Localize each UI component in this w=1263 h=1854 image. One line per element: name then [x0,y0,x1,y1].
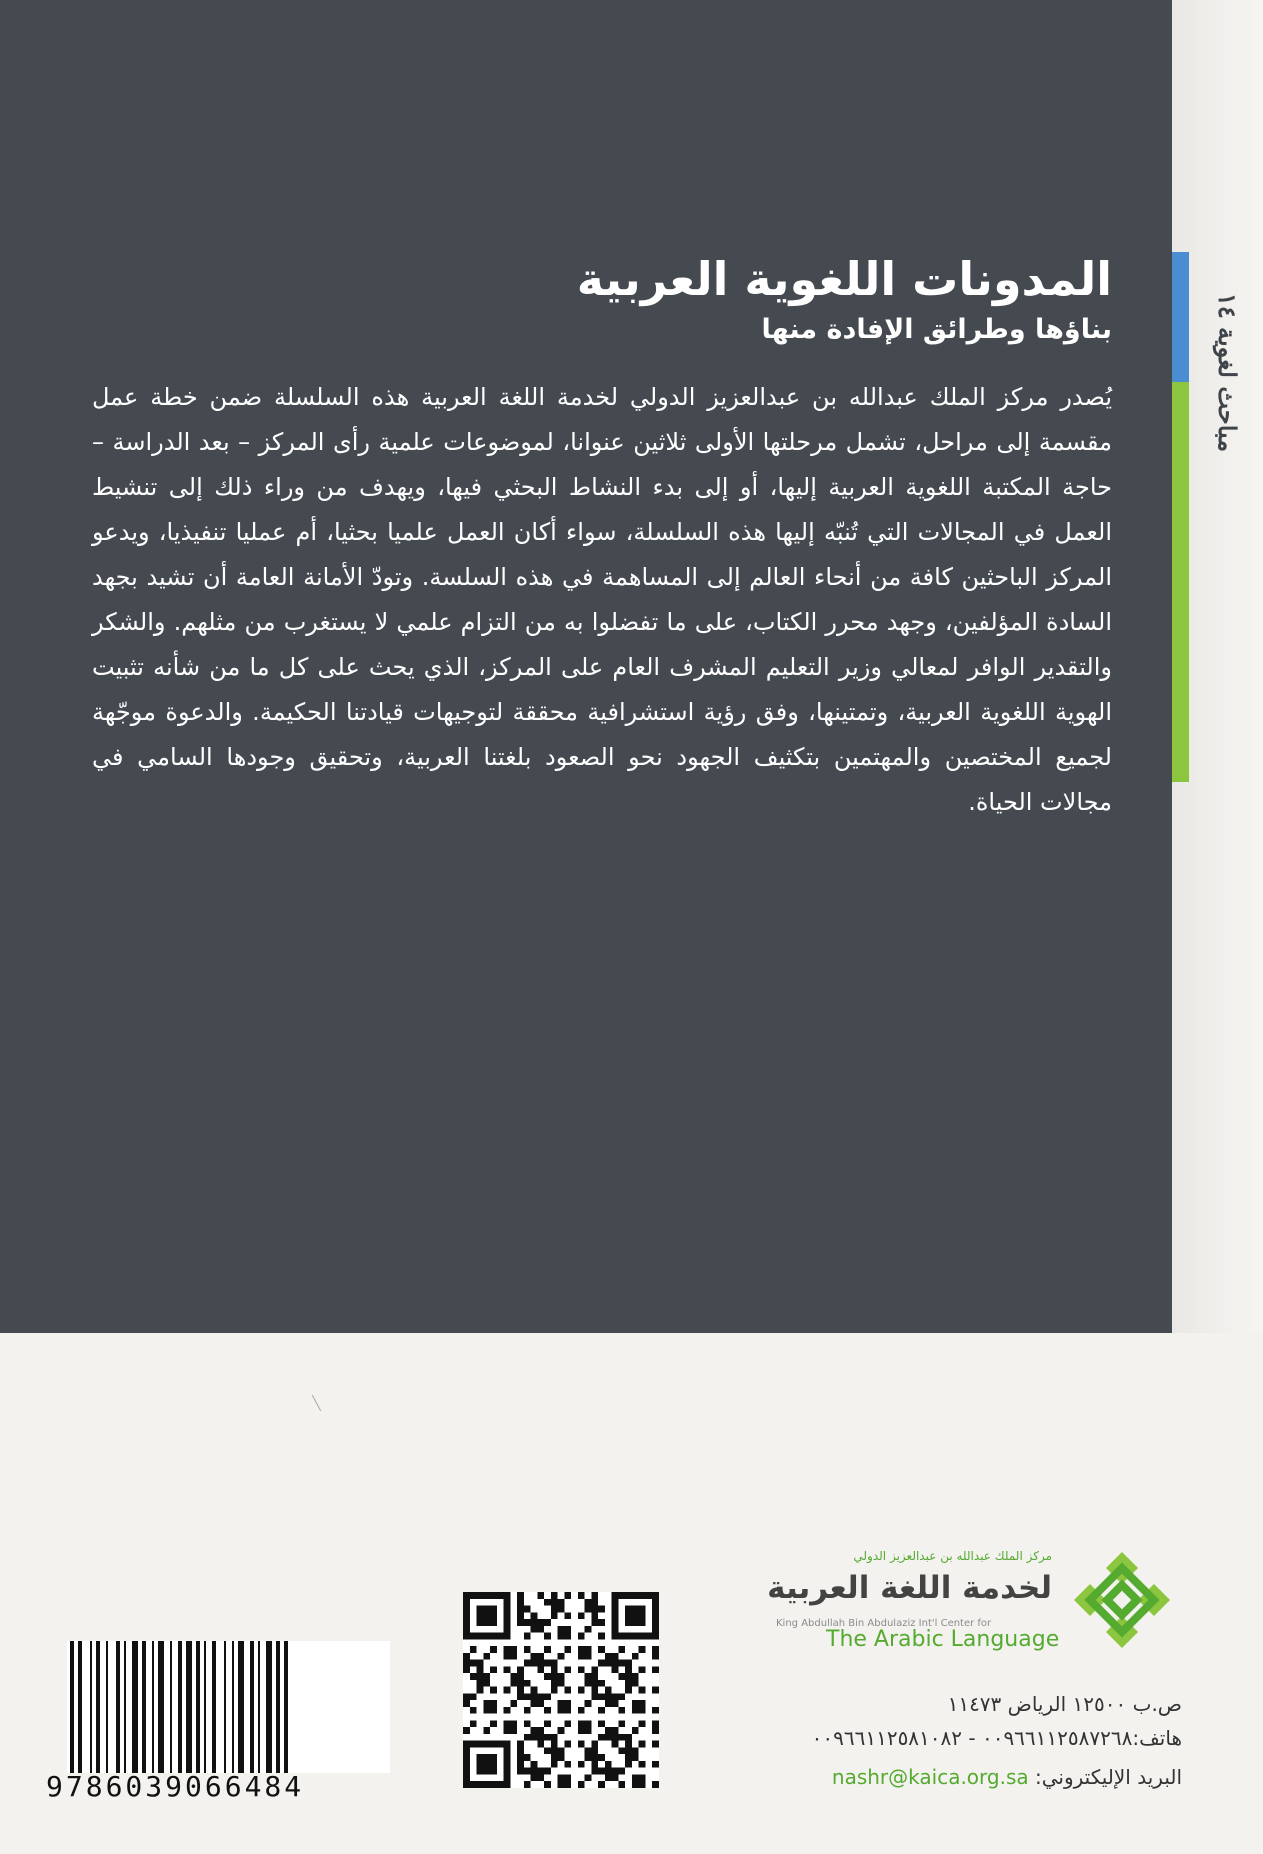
organization-name-ar: لخدمة اللغة العربية [767,1570,1052,1606]
email-value: nashr@kaica.org.sa [831,1765,1029,1789]
po-box: ص.ب ١٢٥٠٠ الرياض ١١٤٧٣ [947,1692,1182,1716]
barcode-number: 9786039066484 [46,1770,305,1803]
series-accent-blue [1172,252,1189,382]
email-line [672,1765,1182,1789]
series-label: مباحث لغوية ١٤ [1213,292,1242,452]
phone-numbers: هاتف:٠٠٩٦٦١١٢٥٨٧٢٦٨ - ٠٠٩٦٦١١٢٥٨١٠٨٢ [811,1726,1182,1750]
barcode-icon [67,1641,390,1773]
qr-code-icon [463,1592,659,1788]
organization-name-en-small: King Abdullah Bin Abdulaziz Int'l Center for [776,1618,992,1629]
description-text: يُصدر مركز الملك عبدالله بن عبدالعزيز الدولي لخدمة اللغة العربية هذه السلسلة ضمن خطة عمل مقسمة إلى مراحل، تشمل مرحلتها الأولى ثلاثين عنوانا، لموضوعات علمية رأى المركز – بعد الدراسة – حاجة المكتبة اللغوية العربية إليها، أو إلى بدء النشاط البحثي فيها، ويهدف من وراء ذلك إلى تنشيط العمل في المجالات التي تُنبّه إليها هذه السلسلة، سواء أكان العمل علميا بحثيا، أم عمليا تنفيذيا، ويدعو المركز الباحثين كافة من أنحاء العالم إلى المساهمة في هذه السلسة. وتودّ الأمانة العامة أن تشيد بجهد السادة المؤلفين، وجهد محرر الكتاب، على ما تفضلوا به من التزام علمي لا يستغرب من مثلهم. والشكر والتقدير الوافر لمعالي وزير التعليم المشرف العام على المركز، الذي يحث على كل ما من شأنه تثبيت الهوية اللغوية العربية، وتمتينها، وفق رؤية استشرافية محققة لتوجيهات قيادتنا الحكيمة. والدعوة موجّهة لجميع المختصين والمهتمين بتكثيف الجهود نحو الصعود بلغتنا العربية، وتحقيق وجودها السامي في مجالات الحياة. [92,383,1112,816]
organization-name-en: The Arabic Language [826,1627,1060,1652]
book-subtitle: بناؤها وطرائق الإفادة منها [761,314,1112,345]
book-title: المدونات اللغوية العربية [576,252,1112,306]
cover-smudge [312,1395,321,1411]
series-accent-green [1172,382,1189,782]
organization-name-ar-small: مركز الملك عبدالله بن عبدالعزيز الدولي [853,1549,1052,1563]
email-label: البريد الإليكتروني: [1035,1765,1182,1789]
